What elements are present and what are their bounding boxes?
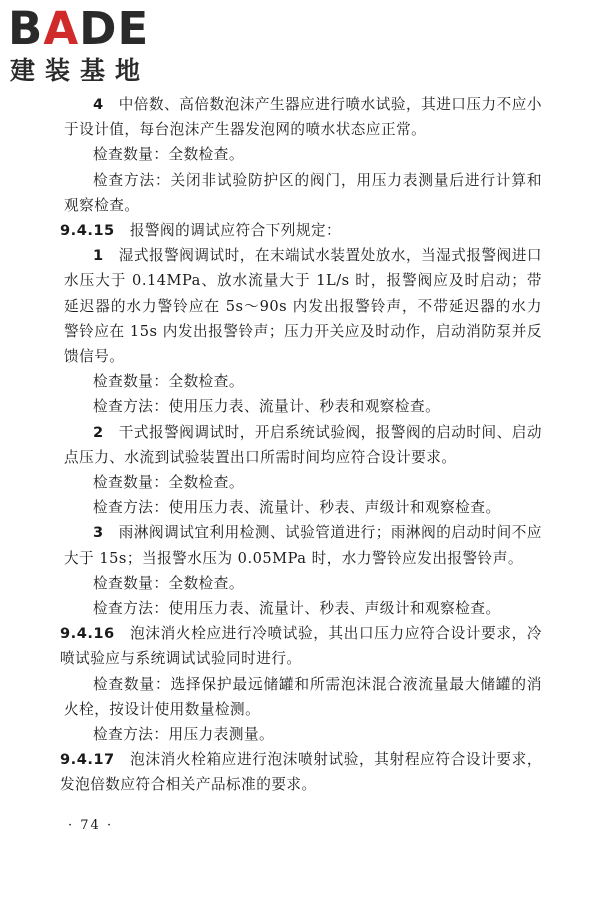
clause-3: 3 雨淋阀调试宜利用检测、试验管道进行；雨淋阀的启动时间不应大于 15s；当报警水压为 0.05MPa 时，水力警铃应发出报警铃声。 (64, 524, 542, 567)
logo-subtitle: 建装基地 (10, 56, 151, 85)
page-number: · 74 · (68, 818, 114, 833)
check-quantity: 检查数量：选择保护最远储罐和所需泡沫混合液流量最大储罐的消火栓，按设计使用数量检测。 (64, 675, 542, 718)
check-method: 检查方法：使用压力表、流量计、秒表、声级计和观察检查。 (93, 600, 501, 618)
check-quantity: 检查数量：全数检查。 (93, 474, 244, 492)
brand-logo (8, 4, 178, 86)
document-body (60, 92, 542, 798)
section-9-4-15: 9.4.15 报警阀的调试应符合下列规定： (60, 222, 342, 240)
logo-wordmark: BADE (8, 2, 150, 55)
check-quantity: 检查数量：全数检查。 (93, 373, 244, 391)
check-method: 检查方法：使用压力表、流量计、秒表和观察检查。 (93, 398, 441, 416)
clause-2: 2 干式报警阀调试时，开启系统试验阀，报警阀的启动时间、启动点压力、水流到试验装置出口所需时间均应符合设计要求。 (64, 423, 542, 466)
check-quantity: 检查数量：全数检查。 (93, 146, 244, 164)
clause-1: 1 湿式报警阀调试时，在末端试水装置处放水，当湿式报警阀进口水压大于 0.14MPa、放水流量大于 1L/s 时，报警阀应及时启动；带延迟器的水力警铃应在 5s～90s 内发出报警铃声，不带延迟器的水力警铃应在 15s 内发出报警铃声；压力开关应及时动作，启动消防泵并反馈信号。 (64, 247, 542, 366)
section-9-4-17: 9.4.17 泡沫消火栓箱应进行泡沫喷射试验，其射程应符合设计要求，发泡倍数应符合相关产品标准的要求。 (60, 751, 542, 794)
clause-4: 4 中倍数、高倍数泡沫产生器应进行喷水试验，其进口压力不应小于设计值，每台泡沫产生器发泡网的喷水状态应正常。 (64, 96, 542, 139)
check-method: 检查方法：关闭非试验防护区的阀门，用压力表测量后进行计算和观察检查。 (64, 171, 542, 214)
check-quantity: 检查数量：全数检查。 (93, 574, 244, 592)
check-method: 检查方法：用压力表测量。 (93, 726, 275, 744)
check-method: 检查方法：使用压力表、流量计、秒表、声级计和观察检查。 (93, 499, 501, 517)
section-9-4-16: 9.4.16 泡沫消火栓应进行冷喷试验，其出口压力应符合设计要求，冷喷试验应与系统调试试验同时进行。 (60, 625, 542, 668)
